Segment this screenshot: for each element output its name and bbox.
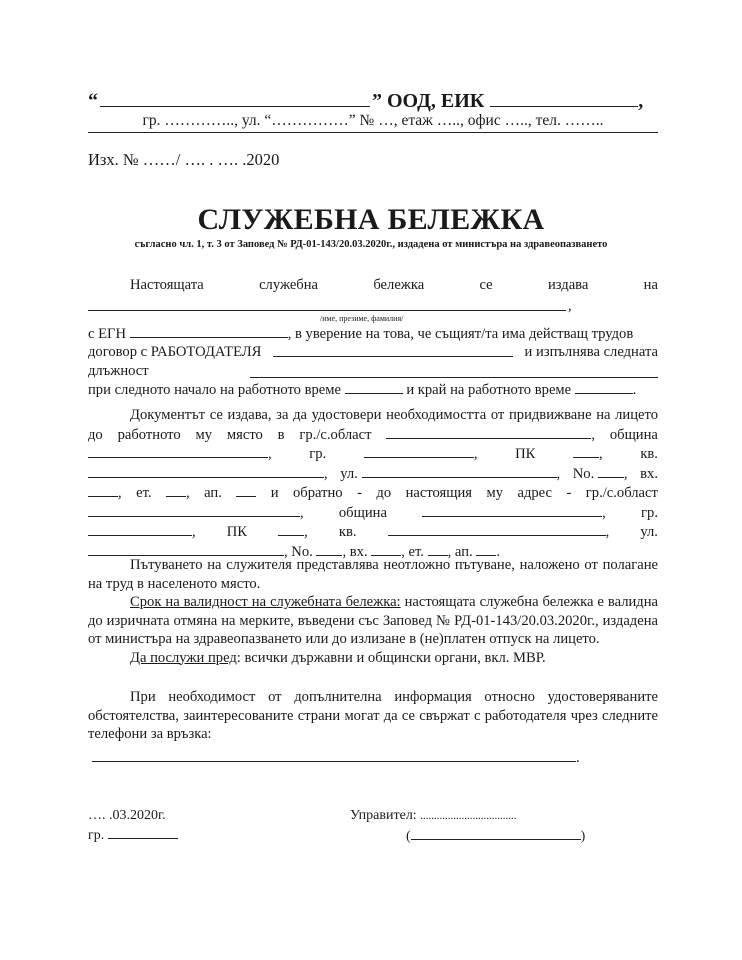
city-label: гр.	[309, 446, 327, 462]
home-district-field[interactable]	[388, 522, 606, 536]
position-label: длъжност	[88, 362, 149, 379]
egn-label: с ЕГН	[88, 325, 127, 342]
intro-word: Настоящата	[130, 277, 204, 293]
work-number-field[interactable]	[598, 464, 624, 478]
footer-left	[88, 806, 178, 845]
municipality-label: община	[609, 426, 658, 443]
city-field[interactable]	[108, 825, 178, 839]
contract-tail: и изпълнява следната	[524, 344, 658, 360]
word: адрес	[517, 485, 553, 501]
paren-open: (	[406, 829, 411, 844]
word: му	[195, 426, 213, 443]
validity-text: настоящата служебна бележка е валидна до изричната отмяна на мерките, въведени със Заповед № РД-01-143/20.03.2020г., издадена от министъра на здравеопазването или до излизане в (не)платен отпуск на лицето.	[88, 594, 658, 647]
home-municipality-field[interactable]	[422, 503, 602, 517]
name-line	[88, 295, 658, 313]
word: обратно	[293, 485, 343, 501]
floor-label: ет.	[136, 485, 152, 501]
work-address-line-3: , ул. , No. , вх.	[88, 464, 658, 484]
serve-statement	[88, 649, 658, 668]
postcode-label: ПК	[226, 524, 248, 540]
intro-line	[88, 276, 658, 295]
intro-word: се	[479, 277, 493, 293]
work-address-line-2: , гр. , ПК , кв.	[88, 444, 658, 464]
work-municipality-field[interactable]	[88, 444, 268, 458]
work-address-line-1: до работното му място в гр./с.област , община	[88, 426, 658, 443]
position-line	[88, 362, 658, 380]
return-address-line-3: , ПК , кв. , ул.	[88, 522, 658, 542]
page-subtitle: съгласно чл. 1, т. 3 от Заповед № РД-01-143/20.03.2020г., издадена от министъра на здравеопазването	[134, 239, 608, 250]
word: гр./с.област	[585, 485, 658, 501]
manager-label: Управител:	[350, 808, 417, 823]
trailing-comma: ,	[638, 90, 644, 112]
word: в	[277, 426, 285, 443]
phone-field[interactable]	[92, 748, 576, 762]
floor-label: ет.	[408, 543, 424, 560]
word: до	[88, 426, 103, 443]
district-label: кв.	[338, 524, 357, 540]
return-address-line-4: , No. , вх. , ет. , ап. .	[88, 542, 658, 562]
word: настоящия	[405, 485, 473, 501]
city-label: гр.	[641, 504, 658, 521]
street-label: ул.	[640, 524, 658, 540]
company-name-field[interactable]	[100, 86, 370, 107]
number-label: No.	[572, 465, 595, 482]
apartment-label: ап.	[454, 543, 473, 560]
company-header	[88, 86, 660, 113]
home-city-field[interactable]	[88, 522, 192, 536]
outgoing-reference: Изх. № ……/ …. . …. .2020	[88, 150, 280, 169]
street-label: ул.	[340, 465, 358, 482]
start-time-field[interactable]	[345, 380, 403, 394]
intro-word: издава	[547, 277, 589, 293]
travel-address-section	[88, 406, 658, 561]
entrance-label: вх.	[640, 465, 658, 482]
word: и	[270, 485, 279, 501]
employee-section	[88, 276, 658, 399]
word: -	[566, 485, 572, 501]
home-floor-field[interactable]	[428, 542, 448, 556]
full-name-field[interactable]	[88, 297, 566, 311]
phone-line: .	[88, 748, 658, 768]
hours-line: при следното начало на работното време и край на работното време .	[88, 381, 637, 398]
open-quote: “	[88, 90, 98, 112]
validity-section	[88, 556, 658, 667]
validity-statement	[88, 593, 658, 649]
work-city-field[interactable]	[364, 444, 474, 458]
intro-word: служебна	[259, 277, 319, 293]
validity-label: Срок на валидност на служебната бележка:	[130, 594, 401, 610]
contract-line	[88, 343, 658, 362]
entrance-label: вх.	[349, 543, 368, 560]
home-apartment-field[interactable]	[476, 542, 496, 556]
home-street-field[interactable]	[88, 542, 284, 556]
name-comma: ,	[568, 297, 572, 314]
footer-right	[350, 806, 585, 846]
contact-section	[88, 688, 658, 767]
district-label: кв.	[640, 446, 658, 462]
egn-line	[88, 324, 658, 344]
word: място	[226, 426, 263, 443]
city-label: гр.	[88, 828, 105, 843]
contact-info: При необходимост от допълнителна информация относно удостоверяваните обстоятелства, заинтересованите страни могат да се свържат с работодателя чрез следните телефони за връзка:	[88, 689, 658, 742]
egn-text: , в уверение на това, че същият/та има действащ трудов	[287, 325, 634, 342]
work-entrance-field[interactable]	[88, 483, 118, 497]
company-suffix: ” ООД, ЕИК	[372, 90, 485, 112]
purpose-line: Документът се издава, за да удостовери необходимостта от придвижване на лицето	[130, 407, 658, 423]
paren-close: )	[580, 829, 586, 844]
name-hint: /име, презиме, фамилия/	[320, 313, 404, 323]
intro-word: бележка	[373, 277, 425, 293]
word: работното	[117, 426, 181, 443]
word: -	[357, 485, 362, 501]
date-text: …. .03.2020г.	[88, 808, 166, 823]
page-title: СЛУЖЕБНА БЕЛЕЖКА	[197, 203, 545, 236]
egn-field[interactable]	[130, 324, 288, 338]
intro-word: на	[643, 277, 658, 293]
home-region-field[interactable]	[88, 503, 300, 517]
return-address-line-2: , община , гр.	[88, 503, 658, 523]
position-field[interactable]	[250, 364, 658, 378]
word: гр./с.област	[299, 426, 372, 443]
work-postcode-field[interactable]	[573, 444, 599, 458]
contract-label: договор с РАБОТОДАТЕЛЯ	[88, 344, 262, 360]
word: му	[486, 485, 504, 501]
employer-field[interactable]	[273, 343, 513, 357]
work-region-field[interactable]	[386, 425, 591, 439]
work-district-field[interactable]	[88, 464, 324, 478]
work-street-field[interactable]	[362, 464, 557, 478]
work-apartment-field[interactable]	[236, 483, 256, 497]
manager-signature-field[interactable]: ...................................	[420, 810, 517, 822]
hours-start-label: при следното начало на работното време	[88, 381, 341, 398]
eik-field[interactable]	[490, 86, 638, 107]
company-address: гр. ………….., ул. “……………” № …, етаж ….., офис ….., тел. ……..	[88, 112, 658, 133]
number-label: No.	[291, 543, 313, 560]
apartment-label: ап.	[204, 485, 222, 501]
return-address-line-1: , ет. , ап. и обратно - до настоящия му адрес - гр./с.област	[88, 483, 658, 503]
serve-text: : всички държавни и общински органи, вкл. МВР.	[236, 649, 546, 666]
travel-statement: Пътуването на служителя представлява неотложно пътуване, наложено от полагане на труд в населеното място.	[88, 557, 658, 592]
serve-label: Да послужи пред	[130, 649, 237, 666]
hours-end-label: и край на работното време	[406, 381, 572, 398]
home-entrance-field[interactable]	[371, 542, 401, 556]
work-floor-field[interactable]	[166, 483, 186, 497]
manager-name-field[interactable]	[411, 826, 581, 840]
postcode-label: ПК	[515, 446, 536, 462]
municipality-label: община	[338, 504, 387, 521]
home-number-field[interactable]	[316, 542, 342, 556]
home-postcode-field[interactable]	[278, 522, 304, 536]
end-time-field[interactable]	[575, 380, 633, 394]
word: до	[376, 485, 392, 501]
